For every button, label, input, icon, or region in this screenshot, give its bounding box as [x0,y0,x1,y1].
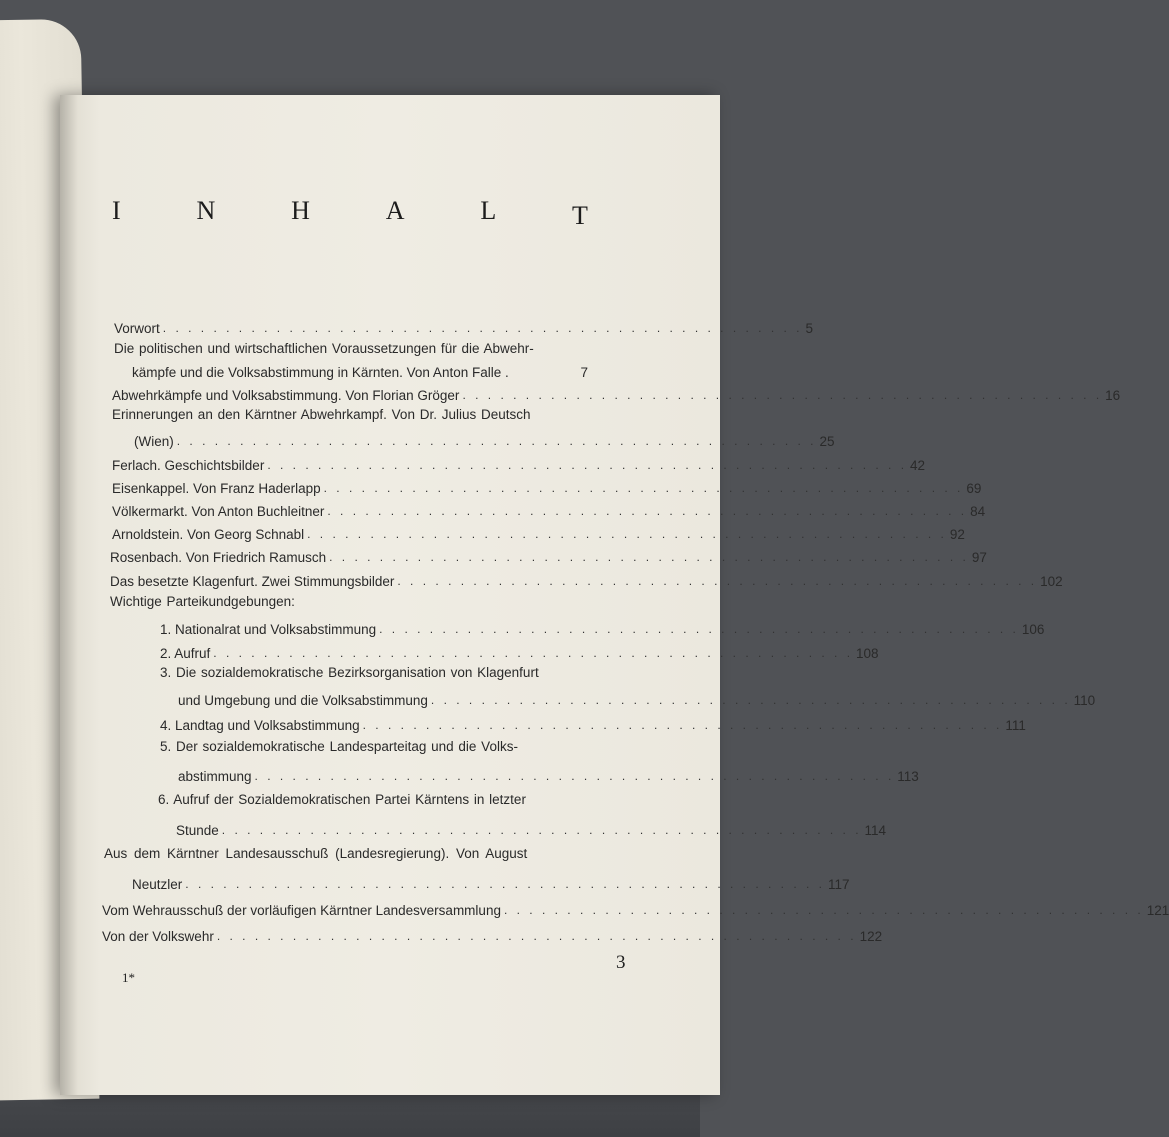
toc-entry [176,818,887,838]
leader-dots: . . . . . . . . . . . . . . . . . . . . . . . . . . . . . . . . . . . . . . . . . . . . . . . . . . . [216,929,857,943]
toc-entry-page: 16 [1105,388,1121,403]
toc-entry [114,316,814,336]
toc-entry [178,688,1096,708]
leader-dots: . . . . . . . . . . . . . . . . . . . . . . . . . . . . . . . . . . . . . . . . . . . . . . . . . . . [362,718,1003,732]
toc-entry-title: 1. Nationalrat und Volksabstimmung [160,622,377,637]
leader-dots: . . . . . . . . . . . . . . . . . . . . . . . . . . . . . . . . . . . . . . . . . . . . . . . . . . . [162,321,803,335]
leader-dots: . . . . . . . . . . . . . . . . . . . . . . . . . . . . . . . . . . . . . . . . . . . . . . . . . . . [213,646,854,660]
toc-entry-title: Das besetzte Klagenfurt. Zwei Stimmungsbilder [110,574,395,589]
toc-entry-title: Neutzler [132,877,183,892]
leader-dots: . . . . . . . . . . . . . . . . . . . . . . . . . . . . . . . . . . . . . . . . . . . . . . . . . . . [221,823,862,837]
title-letter: L [480,196,497,225]
signature-mark: 1* [122,970,135,985]
leader-dots: . . . . . . . . . . . . . . . . . . . . . . . . . . . . . . . . . . . . . . . . . . . . . . . . . . . [329,550,969,564]
leader-dots: . . . . . . . . . . . . . . . . . . . . . . . . . . . . . . . . . . . . . . . . . . . . . . . . . . . [254,769,895,783]
toc-entry-title: (Wien) [134,434,174,449]
toc-entry: Aus dem Kärntner Landesausschuß (Landesregierung). Von August [104,846,528,861]
toc-entry [110,569,1063,589]
toc-entry [178,764,919,784]
toc-entry [102,898,1169,918]
toc-entry: Die politischen und wirtschaftlichen Voraussetzungen für die Abwehr- [114,341,534,356]
toc-entry-page: 122 [859,929,883,944]
toc-entry-title: Arnoldstein. Von Georg Schnabl [112,527,305,542]
toc-entry-page: 121 [1146,903,1169,918]
toc-section-heading: Wichtige Parteikundgebungen: [110,594,295,609]
leader-dots: . . . . . . . . . . . . . . . . . . . . . . . . . . . . . . . . . . . . . . . . . . . . . . . . . . . [379,622,1019,636]
leader-dots: . . . . . . . . . . . . . . . . . . . . . . . . . . . . . . . . . . . . . . . . . . . . . . . . . . . [323,481,964,495]
leader-dots: . . . . . . . . . . . . . . . . . . . . . . . . . . . . . . . . . . . . . . . . . . . . . . . . . . . [307,527,947,541]
toc-entry [134,429,835,449]
toc-entry-page: 106 [1021,622,1045,637]
toc-entry [132,360,588,380]
toc-entry [112,383,1121,403]
toc-entry: Erinnerungen an den Kärntner Abwehrkampf. Von Dr. Julius Deutsch [112,407,531,422]
toc-entry-title: Vorwort [114,321,160,336]
toc-entry-page: 117 [828,877,850,892]
toc-entry [160,641,879,661]
toc-entry-page: 5 [805,321,814,336]
toc-entry-page: 97 [971,550,987,565]
toc-entry: 5. Der sozialdemokratische Landesparteitag und die Volks- [160,739,518,754]
toc-entry [160,713,1026,733]
leader-dots: . . . . . . . . . . . . . . . . . . . . . . . . . . . . . . . . . . . . . . . . . . . . . . . . . . . [185,877,826,891]
toc-entry-page: 92 [949,527,965,542]
toc-entry-title: Rosenbach. Von Friedrich Ramusch [110,550,327,565]
toc-entry-title: Völkermarkt. Von Anton Buchleitner [112,504,325,519]
toc-entry [160,617,1045,637]
title-letter: T [572,201,588,230]
leader-dots: . . . . . . . . . . . . . . . . . . . . . . . . . . . . . . . . . . . . . . . . . . . . . . . . . . . [503,903,1144,917]
toc-entry [112,522,965,542]
toc-entry-title: abstimmung [178,769,252,784]
title-letter: I [112,196,121,225]
toc-entry-title: Von der Volkswehr [102,929,214,944]
page-gutter-shadow [60,95,78,1095]
toc-entry-page: 102 [1040,574,1063,589]
leader-dots: . . . . . . . . . . . . . . . . . . . . . . . . . . . . . . . . . . . . . . . . . . . . . . . . . . . [397,574,1038,588]
toc-entry-title: und Umgebung und die Volksabstimmung [178,693,428,708]
leader-dots: . . . . . . . . . . . . . . . . . . . . . . . . . . . . . . . . . . . . . . . . . . . . . . . . . . . [327,504,968,518]
toc-entry-page: 113 [897,769,919,784]
toc-entry-title: Eisenkappel. Von Franz Haderlapp [112,481,321,496]
toc-entry [112,499,986,519]
toc-entry-page: 111 [1005,718,1026,733]
toc-entry-page: 25 [819,434,835,449]
toc-entry: 6. Aufruf der Sozialdemokratischen Partei Kärntens in letzter [158,792,526,807]
toc-entry-page: 42 [910,458,926,473]
toc-entry-page: 114 [864,823,887,838]
toc-entry-title: Abwehrkämpfe und Volksabstimmung. Von Florian Gröger [112,388,460,403]
leader-dots: . . . . . . . . . . . . . . . . . . . . . . . . . . . . . . . . . . . . . . . . . . . . . . . . . . . [176,434,817,448]
toc-entry-title: kämpfe und die Volksabstimmung in Kärnten. Von Anton Falle . [132,365,509,380]
title-letter: N [196,196,216,225]
toc-entry-title: 2. Aufruf [160,646,211,661]
page-number: 3 [616,952,626,973]
title-letter: A [385,196,405,225]
title-letter: H [291,196,310,225]
toc-entry-page: 84 [970,504,986,519]
toc-entry-title: Vom Wehrausschuß der vorläufigen Kärntner Landesversammlung [102,903,501,918]
toc-entry-page: 7 [580,365,588,380]
toc-entry [112,476,982,496]
toc-entry-page: 108 [856,646,879,661]
toc-entry [110,545,987,565]
leader-dots: . . . . . . . . . . . . . . . . . . . . . . . . . . . . . . . . . . . . . . . . . . . . . . . . . . . [430,693,1071,707]
toc-entry-page: 69 [966,481,982,496]
toc-entry-title: Stunde [176,823,219,838]
toc-entry [112,453,926,473]
toc-entry [102,924,883,944]
page-title [112,196,588,230]
leader-dots: . . . . . . . . . . . . . . . . . . . . . . . . . . . . . . . . . . . . . . . . . . . . . . . . . . . [267,458,908,472]
toc-entry-title: Ferlach. Geschichtsbilder [112,458,265,473]
toc-entry-title: 4. Landtag und Volksabstimmung [160,718,360,733]
toc-entry [132,872,850,892]
toc-entry-page: 110 [1073,693,1096,708]
toc-entry: 3. Die sozialdemokratische Bezirksorganisation von Klagenfurt [160,665,539,680]
leader-dots: . . . . . . . . . . . . . . . . . . . . . . . . . . . . . . . . . . . . . . . . . . . . . . . . . . . [462,388,1103,402]
